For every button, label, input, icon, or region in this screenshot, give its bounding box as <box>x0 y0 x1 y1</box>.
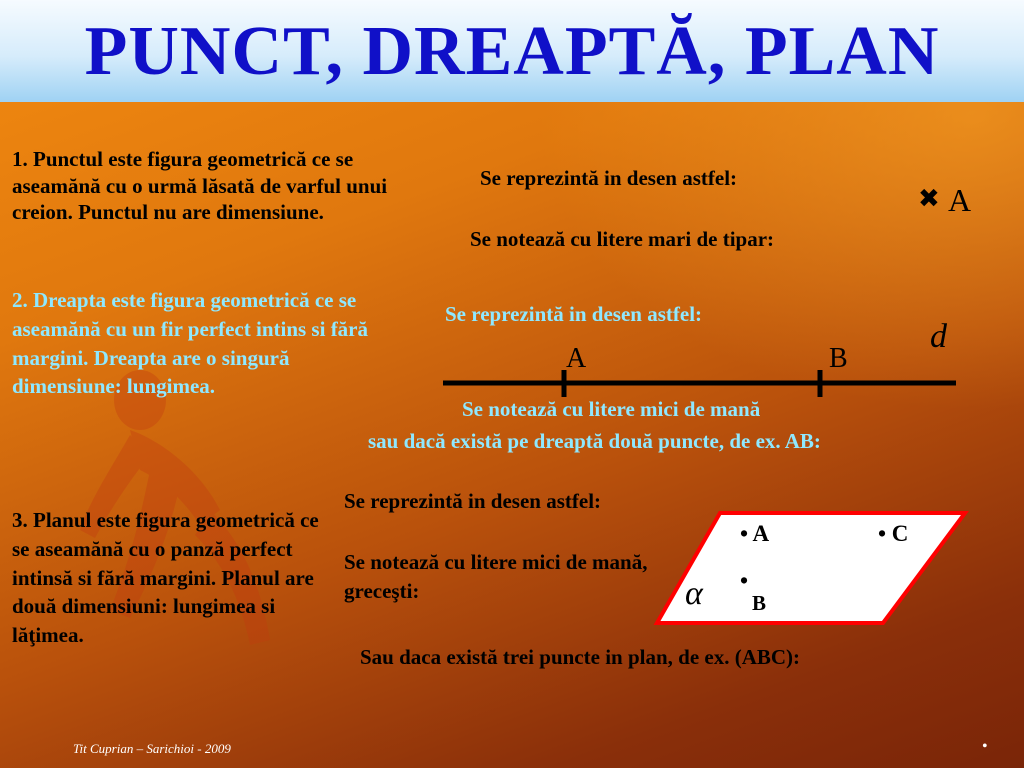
plane-definition: 3. Planul este figura geometrică ce se aseamănă cu o panză perfect intinsă si fără margini. Planul are două dimensiuni: lungimea si lăţimea. <box>12 508 319 648</box>
plane-point-a: • A <box>740 521 770 546</box>
footer-credit: Tit Cuprian – Sarichioi - 2009 <box>73 741 231 756</box>
line-represent-text: Se reprezintă in desen astfel: <box>445 302 703 326</box>
point-cross-icon: ✖ <box>918 184 940 214</box>
point-represent-text: Se reprezintă in desen astfel: <box>480 166 738 190</box>
plane-notation-text: Se notează cu litere mici de mană, greceşti: <box>344 550 648 603</box>
point-notation-text: Se notează cu litere mari de tipar: <box>470 227 775 251</box>
plane-represent-text: Se reprezintă in desen astfel: <box>344 489 602 513</box>
line-definition: 2. Dreapta este figura geometrică ce se aseamănă cu un fir perfect intins si fără margini. Dreapta are o singură dimensiune: lungimea. <box>12 288 369 399</box>
plane-three-points-text: Sau daca există trei puncte in plan, de ex. (ABC): <box>360 645 801 669</box>
point-definition: 1. Punctul este figura geometrică ce se aseamănă cu o urmă lăsată de varful unui creion. Punctul nu are dimensiune. <box>12 147 388 224</box>
line-d-label: d <box>930 318 947 355</box>
point-label-a: A <box>948 182 972 218</box>
slide-title: PUNCT, DREAPTĂ, PLAN <box>84 13 940 90</box>
plane-alpha-label: α <box>685 575 703 612</box>
plane-point-b-label: B <box>752 591 767 615</box>
line-point-b-label: B <box>829 343 848 374</box>
line-notation-text: Se notează cu litere mici de mană <box>462 397 761 421</box>
corner-bullet: • <box>982 738 988 755</box>
plane-point-b-dot: • <box>740 568 749 593</box>
plane-point-c: • C <box>878 521 909 546</box>
line-point-a-label: A <box>566 343 587 374</box>
plane-parallelogram <box>657 513 965 623</box>
line-notation-ab-text: sau dacă există pe dreaptă două puncte, de ex. AB: <box>368 429 821 453</box>
